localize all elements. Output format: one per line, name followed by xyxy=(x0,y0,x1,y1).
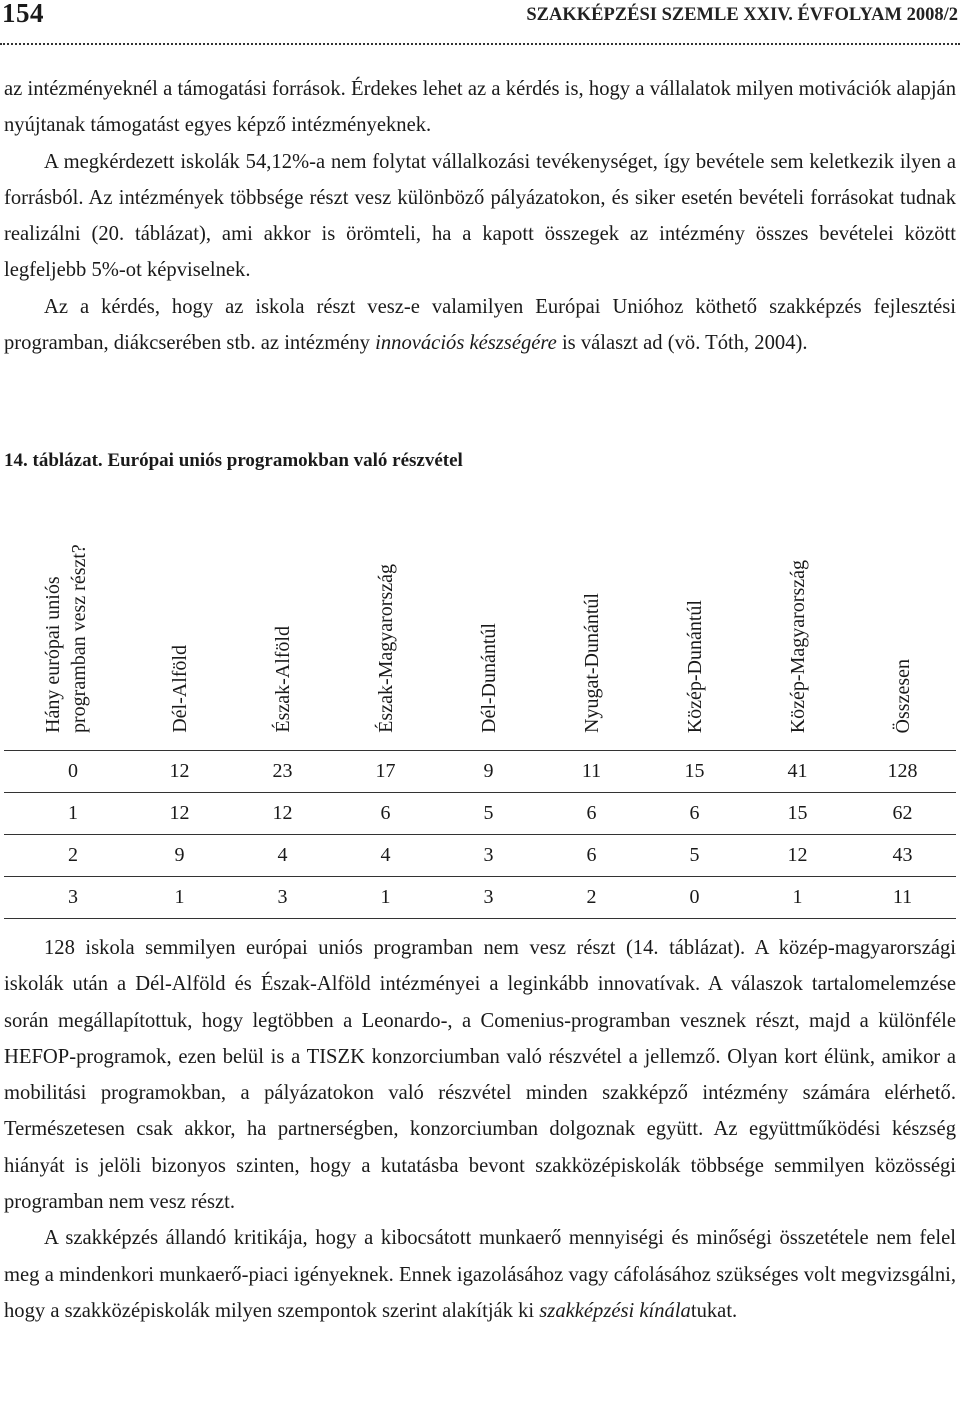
intro-text xyxy=(4,71,956,361)
table-cell: 2 xyxy=(540,877,643,919)
table-cell: 4 xyxy=(334,835,437,877)
table-cell: 0 xyxy=(4,751,128,793)
table-cell: 3 xyxy=(437,877,540,919)
paragraph-3 xyxy=(4,289,956,362)
table-cell: 128 xyxy=(849,751,956,793)
table-cell: 5 xyxy=(643,835,746,877)
paragraph-1: az intézményeknél a támogatási források. Érdekes lehet az a kérdés is, hogy a vállalatok milyen motivációk alapján nyújtanak támogatást egyes képző intézményeknek. xyxy=(4,78,956,137)
table-cell: 15 xyxy=(746,793,849,835)
table-header-row xyxy=(4,496,956,751)
table-cell: 5 xyxy=(437,793,540,835)
column-header: Dél-Dunántúl xyxy=(437,496,540,751)
column-header: Közép-Magyarország xyxy=(746,496,849,751)
table-cell: 1 xyxy=(4,793,128,835)
paragraph-5 xyxy=(4,1220,956,1329)
table-cell: 62 xyxy=(849,793,956,835)
table-cell: 4 xyxy=(231,835,334,877)
column-header: Összesen xyxy=(849,496,956,751)
paragraph-4: 128 iskola semmilyen európai uniós programban nem vesz részt (14. táblázat). A közép-magyarországi iskolák után a Dél-Alföld és Észak-Alföld intézményei a leginkább innovatívak. A válaszok tartalomelemzése során megállapítottuk, hogy legtöbben a Leonardo-, a Comenius-programban vesznek részt, majd a különféle HEFOP-programok, ezen belül is a TISZK konzorciumban való részvétel a jellemző. Olyan kort élünk, amikor a mobilitási programokban, a pályázatokon való részvétel minden szakképző intézmény számára elérhető. Természetesen csak akkor, ha partnerségben, konzorciumban dolgoznak együtt. Az együttműködési készség hiányát is jelöli bizonyos szinten, hogy a kutatásba bevont szakközépiskolák többsége semmilyen közösségi programban nem vesz részt. xyxy=(4,937,956,1214)
table-cell: 6 xyxy=(334,793,437,835)
paragraph-3-start: Az a kérdés, hogy az iskola részt vesz-e valamilyen Európai Unióhoz köthető szakképzés fejlesztési programban, diákcserében stb. az intézmény xyxy=(4,295,956,355)
journal-title: SZAKKÉPZÉSI SZEMLE XXIV. ÉVFOLYAM 2008/2 xyxy=(526,5,958,25)
table-cell: 1 xyxy=(334,877,437,919)
table-row xyxy=(4,877,956,919)
body-text xyxy=(4,930,956,1329)
table-cell: 9 xyxy=(437,751,540,793)
table-cell: 3 xyxy=(231,877,334,919)
participation-table-wrapper xyxy=(4,496,956,919)
table-cell: 6 xyxy=(540,793,643,835)
table-caption-title: Európai uniós programokban való részvétel xyxy=(102,450,463,471)
table-cell: 17 xyxy=(334,751,437,793)
table-cell: 23 xyxy=(231,751,334,793)
table-cell: 1 xyxy=(128,877,231,919)
paragraph-5-emphasis: szakképzési kínála xyxy=(539,1299,691,1322)
column-header: Nyugat-Dunántúl xyxy=(540,496,643,751)
paragraph-3-emphasis: innovációs készségére xyxy=(375,332,557,355)
paragraph-5-end: tukat. xyxy=(690,1299,738,1322)
column-header: Észak-Alföld xyxy=(231,496,334,751)
paragraph-5-start: A szakképzés állandó kritikája, hogy a kibocsátott munkaerő mennyiségi és minőségi összetétele nem felel meg a mindenkori munkaerő-piaci igényeknek. Ennek igazolásához vagy cáfolásához szükséges volt megvizsgálni, hogy a szakközépiskolák milyen szempontok szerint alakítják ki xyxy=(4,1227,956,1322)
column-header: Dél-Alföld xyxy=(128,496,231,751)
table-row xyxy=(4,793,956,835)
column-header: Hány európai uniós programban vesz részt? xyxy=(4,496,128,751)
table-cell: 9 xyxy=(128,835,231,877)
table-row xyxy=(4,751,956,793)
header-divider xyxy=(0,43,960,45)
table-cell: 41 xyxy=(746,751,849,793)
table-cell: 12 xyxy=(746,835,849,877)
table-cell: 3 xyxy=(437,835,540,877)
page-header xyxy=(0,0,960,34)
table-cell: 6 xyxy=(643,793,746,835)
table-cell: 6 xyxy=(540,835,643,877)
table-caption xyxy=(4,450,463,472)
table-cell: 12 xyxy=(128,793,231,835)
table-cell: 12 xyxy=(128,751,231,793)
page-number: 154 xyxy=(2,0,44,28)
table-cell: 3 xyxy=(4,877,128,919)
paragraph-3-end: is választ ad (vö. Tóth, 2004). xyxy=(556,332,808,355)
table-cell: 1 xyxy=(746,877,849,919)
column-header: Közép-Dunántúl xyxy=(643,496,746,751)
paragraph-2: A megkérdezett iskolák 54,12%-a nem folytat vállalkozási tevékenységet, így bevétele sem keletkezik ilyen a forrásból. Az intézmények többsége részt vesz különböző pályázatokon, és siker esetén bevételi forrásokat tudnak realizálni (20. táblázat), ami akkor is örömteli, ha a kapott összegek az intézmény összes bevételei között legfeljebb 5%-ot képviselnek. xyxy=(4,150,956,282)
column-header: Észak-Magyarország xyxy=(334,496,437,751)
table-cell: 11 xyxy=(540,751,643,793)
table-cell: 11 xyxy=(849,877,956,919)
table-cell: 2 xyxy=(4,835,128,877)
table-cell: 12 xyxy=(231,793,334,835)
table-row xyxy=(4,835,956,877)
table-cell: 0 xyxy=(643,877,746,919)
table-cell: 43 xyxy=(849,835,956,877)
table-cell: 15 xyxy=(643,751,746,793)
participation-table xyxy=(4,496,956,919)
table-caption-label: 14. táblázat. xyxy=(4,450,103,471)
